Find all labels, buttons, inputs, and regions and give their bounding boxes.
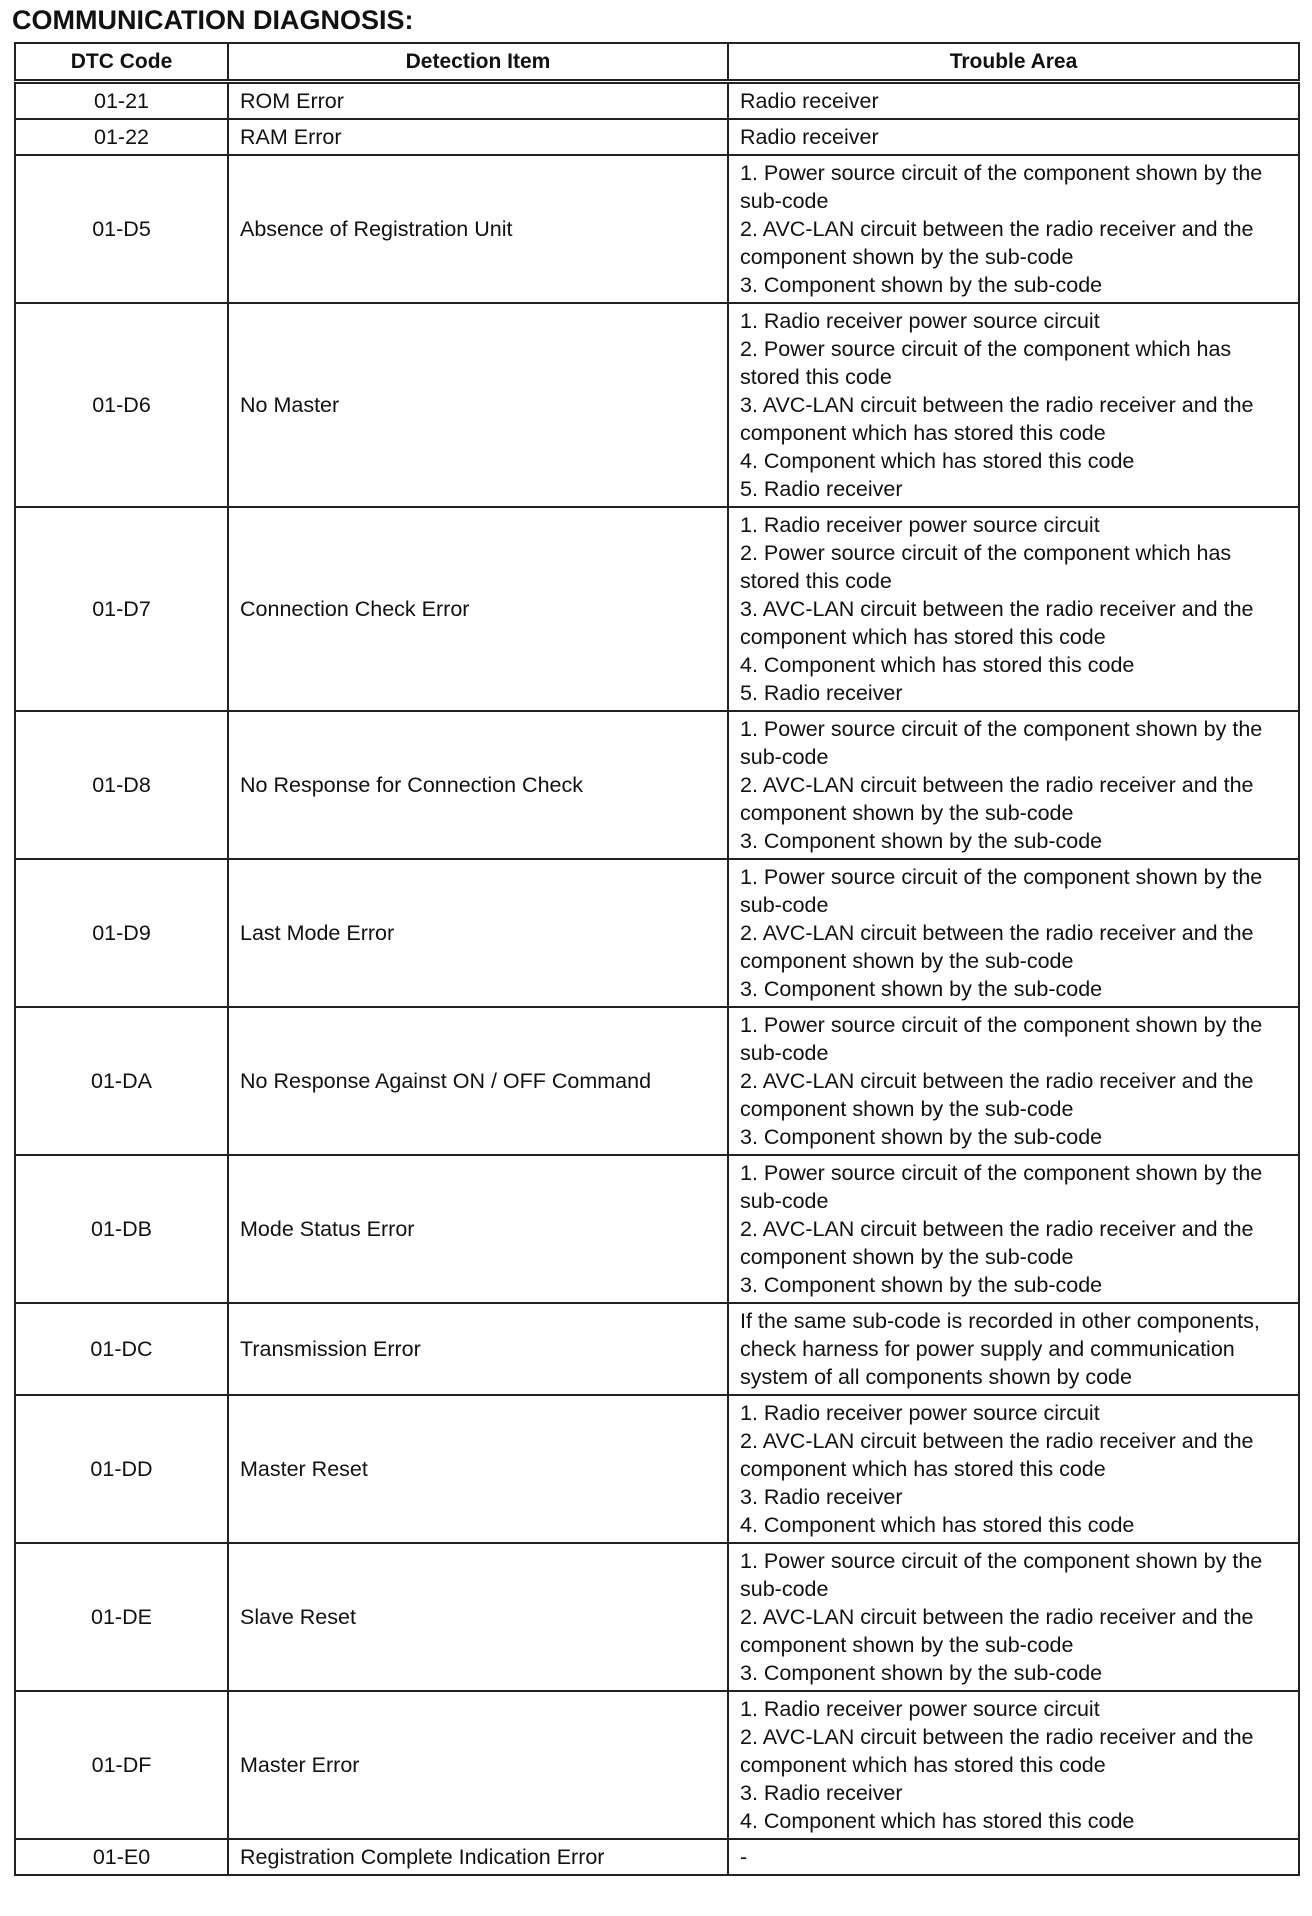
trouble-area-line: sub-code [740,1041,829,1065]
trouble-area-line: 1. Radio receiver power source circuit [740,1697,1100,1721]
table-row [15,1395,1299,1543]
trouble-area-line: 3. Component shown by the sub-code [740,829,1103,853]
trouble-area-line: 2. AVC-LAN circuit between the radio receiver and the [740,1725,1254,1749]
header-row [15,43,1299,82]
trouble-area-line: 4. Component which has stored this code [740,449,1135,473]
detection-item-cell: Registration Complete Indication Error [228,1839,728,1875]
trouble-area-line: 4. Component which has stored this code [740,653,1135,677]
header-detection-item: Detection Item [228,43,728,82]
trouble-area-line: 3. AVC-LAN circuit between the radio receiver and the [740,597,1254,621]
trouble-area-cell [728,1007,1299,1155]
detection-item-cell: Connection Check Error [228,507,728,711]
trouble-area-line: component which has stored this code [740,1457,1106,1481]
trouble-area-line: 2. AVC-LAN circuit between the radio receiver and the [740,1605,1254,1629]
trouble-area-cell [728,1395,1299,1543]
dtc-code-cell: 01-DB [15,1155,228,1303]
trouble-area-line: component shown by the sub-code [740,949,1074,973]
trouble-area-line: 4. Component which has stored this code [740,1513,1135,1537]
dtc-code-cell: 01-DC [15,1303,228,1395]
detection-item-cell: Transmission Error [228,1303,728,1395]
table-row [15,1691,1299,1839]
trouble-area-cell [728,303,1299,507]
trouble-area-line: check harness for power supply and communication [740,1337,1235,1361]
table-row [15,1839,1299,1875]
trouble-area-line: 2. AVC-LAN circuit between the radio receiver and the [740,1217,1254,1241]
trouble-area-line: 2. AVC-LAN circuit between the radio receiver and the [740,773,1254,797]
dtc-code-cell: 01-D6 [15,303,228,507]
dtc-code-cell: 01-DA [15,1007,228,1155]
detection-item-cell: Last Mode Error [228,859,728,1007]
trouble-area-cell [728,1543,1299,1691]
dtc-code-cell: 01-D8 [15,711,228,859]
trouble-area-line: 3. Component shown by the sub-code [740,977,1103,1001]
table-row [15,859,1299,1007]
trouble-area-line: 4. Component which has stored this code [740,1809,1135,1833]
detection-item-cell: No Response for Connection Check [228,711,728,859]
trouble-area-line: sub-code [740,189,829,213]
header-dtc-code: DTC Code [15,43,228,82]
table-row [15,119,1299,155]
trouble-area-cell [728,507,1299,711]
trouble-area-line: 2. AVC-LAN circuit between the radio receiver and the [740,921,1254,945]
trouble-area-line: 1. Power source circuit of the component shown by the [740,1161,1263,1185]
trouble-area-line: If the same sub-code is recorded in other components, [740,1309,1260,1333]
trouble-area-line: 5. Radio receiver [740,681,903,705]
dtc-code-cell: 01-22 [15,119,228,155]
trouble-area-line: component which has stored this code [740,625,1106,649]
trouble-area-line: 1. Power source circuit of the component shown by the [740,1549,1263,1573]
trouble-area-line: 3. Component shown by the sub-code [740,1661,1103,1685]
trouble-area-cell [728,711,1299,859]
trouble-area-line: component shown by the sub-code [740,245,1074,269]
trouble-area-line: stored this code [740,569,892,593]
trouble-area-line: sub-code [740,1577,829,1601]
table-row [15,155,1299,303]
detection-item-cell: Mode Status Error [228,1155,728,1303]
detection-item-cell: Master Error [228,1691,728,1839]
trouble-area-line: 3. Component shown by the sub-code [740,1273,1103,1297]
trouble-area-line: 5. Radio receiver [740,477,903,501]
detection-item-cell: RAM Error [228,119,728,155]
dtc-code-cell: 01-D7 [15,507,228,711]
trouble-area-line: component shown by the sub-code [740,1633,1074,1657]
trouble-area-cell [728,859,1299,1007]
trouble-area-line: - [740,1845,748,1869]
table-row [15,1155,1299,1303]
trouble-area-cell [728,1303,1299,1395]
trouble-area-cell [728,82,1299,120]
dtc-code-cell: 01-DE [15,1543,228,1691]
table-row [15,507,1299,711]
detection-item-cell: ROM Error [228,82,728,120]
trouble-area-line: sub-code [740,893,829,917]
trouble-area-cell [728,155,1299,303]
detection-item-cell: Master Reset [228,1395,728,1543]
trouble-area-line: 3. Component shown by the sub-code [740,273,1103,297]
dtc-code-cell: 01-D5 [15,155,228,303]
trouble-area-line: component which has stored this code [740,421,1106,445]
trouble-area-line: component which has stored this code [740,1753,1106,1777]
trouble-area-line: component shown by the sub-code [740,1097,1074,1121]
dtc-table [14,42,1300,1876]
table-body [15,82,1299,1876]
trouble-area-line: 1. Power source circuit of the component shown by the [740,161,1263,185]
trouble-area-line: Radio receiver [740,125,879,149]
trouble-area-line: 3. Radio receiver [740,1485,903,1509]
detection-item-cell: No Response Against ON / OFF Command [228,1007,728,1155]
trouble-area-line: 1. Power source circuit of the component shown by the [740,865,1263,889]
trouble-area-line: 3. Radio receiver [740,1781,903,1805]
trouble-area-line: sub-code [740,1189,829,1213]
trouble-area-line: 2. AVC-LAN circuit between the radio receiver and the [740,1069,1254,1093]
trouble-area-line: component shown by the sub-code [740,1245,1074,1269]
trouble-area-line: 3. Component shown by the sub-code [740,1125,1103,1149]
trouble-area-line: 2. AVC-LAN circuit between the radio receiver and the [740,1429,1254,1453]
table-row [15,711,1299,859]
trouble-area-line: 1. Power source circuit of the component shown by the [740,717,1263,741]
trouble-area-line: sub-code [740,745,829,769]
detection-item-cell: Absence of Registration Unit [228,155,728,303]
detection-item-cell: Slave Reset [228,1543,728,1691]
page-title: COMMUNICATION DIAGNOSIS: [12,5,414,35]
dtc-code-cell: 01-DD [15,1395,228,1543]
trouble-area-line: stored this code [740,365,892,389]
trouble-area-line: 1. Radio receiver power source circuit [740,309,1100,333]
trouble-area-line: 1. Radio receiver power source circuit [740,513,1100,537]
trouble-area-cell [728,1691,1299,1839]
trouble-area-line: Radio receiver [740,89,879,113]
trouble-area-line: system of all components shown by code [740,1365,1132,1389]
trouble-area-cell [728,1155,1299,1303]
trouble-area-cell [728,1839,1299,1875]
trouble-area-line: 3. AVC-LAN circuit between the radio receiver and the [740,393,1254,417]
table-row [15,1303,1299,1395]
dtc-code-cell: 01-DF [15,1691,228,1839]
detection-item-cell: No Master [228,303,728,507]
trouble-area-line: 2. Power source circuit of the component which has [740,541,1232,565]
trouble-area-line: 2. Power source circuit of the component which has [740,337,1232,361]
trouble-area-line: 2. AVC-LAN circuit between the radio receiver and the [740,217,1254,241]
dtc-code-cell: 01-21 [15,82,228,120]
table-row [15,1007,1299,1155]
header-trouble-area: Trouble Area [728,43,1299,82]
table-row [15,1543,1299,1691]
dtc-code-cell: 01-E0 [15,1839,228,1875]
trouble-area-line: 1. Power source circuit of the component shown by the [740,1013,1263,1037]
table-header [15,43,1299,82]
dtc-code-cell: 01-D9 [15,859,228,1007]
trouble-area-line: 1. Radio receiver power source circuit [740,1401,1100,1425]
trouble-area-line: component shown by the sub-code [740,801,1074,825]
trouble-area-cell [728,119,1299,155]
table-row [15,303,1299,507]
table-row [15,82,1299,120]
